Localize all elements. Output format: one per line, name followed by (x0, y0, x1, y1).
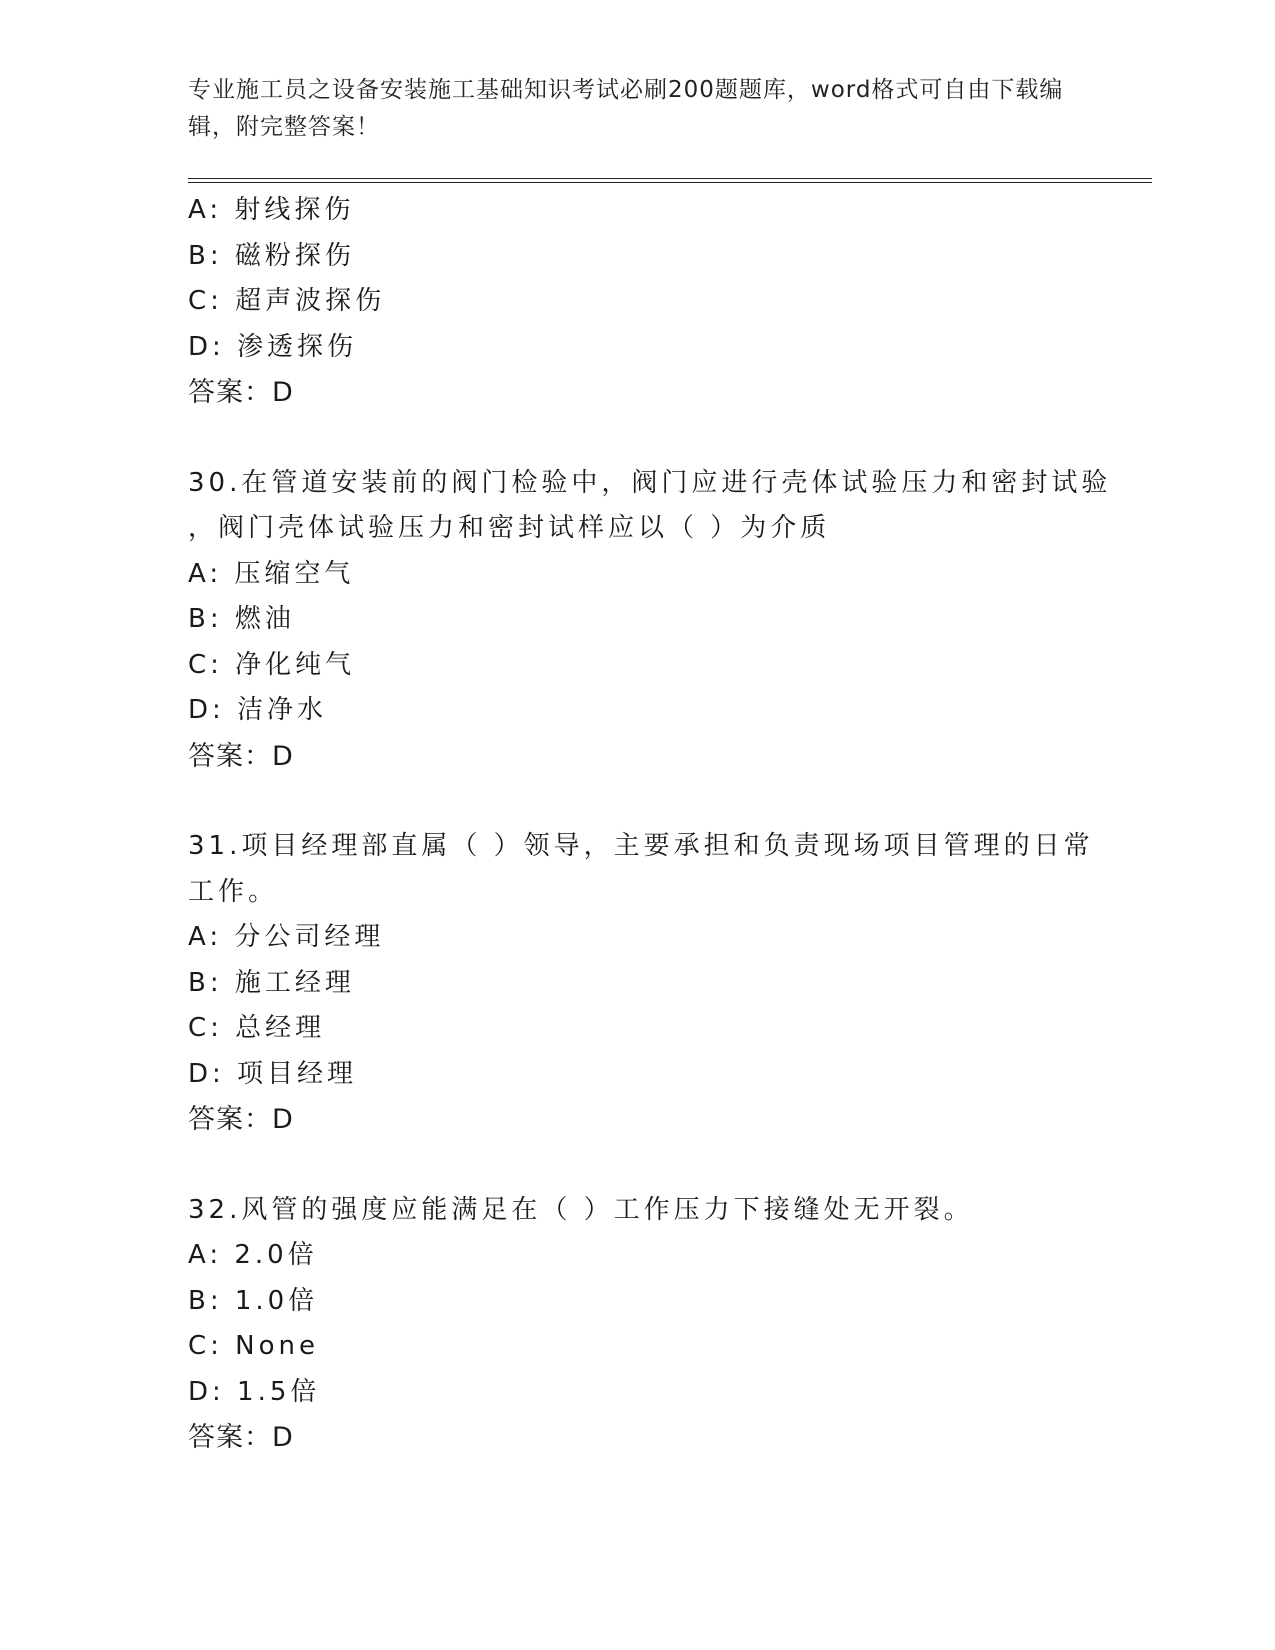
answer-line: 答案：D (188, 1422, 294, 1453)
header-divider (188, 178, 1152, 183)
answer-line: 答案：D (188, 1104, 294, 1135)
option-a: A: 分公司经理 (188, 922, 385, 952)
option-b: B: 燃油 (188, 604, 295, 634)
option-c: C: 净化纯气 (188, 649, 356, 680)
option-d: D: 项目经理 (188, 1058, 358, 1089)
answer-line: 答案：D (188, 377, 294, 408)
option-c: C: None (188, 1331, 320, 1361)
question-29-block (188, 188, 1088, 416)
option-d: D: 渗透探伤 (188, 331, 358, 362)
question-30-block (188, 461, 1112, 780)
option-c: C: 总经理 (188, 1013, 326, 1043)
question-32-block (188, 1188, 1088, 1461)
page-title: 专业施工员之设备安装施工基础知识考试必刷200题题库，word格式可自由下载编辑，附完整答案！ (188, 77, 1064, 140)
question-stem: 32.风管的强度应能满足在（ ）工作压力下接缝处无开裂。 (188, 1194, 974, 1225)
option-b: B: 磁粉探伤 (188, 240, 355, 271)
question-31-block (188, 824, 1094, 1143)
option-a: A: 压缩空气 (188, 558, 355, 589)
option-d: D: 洁净水 (188, 695, 328, 725)
option-a: A: 射线探伤 (188, 195, 355, 225)
option-a: A: 2.0倍 (188, 1240, 318, 1270)
question-stem: 30.在管道安装前的阀门检验中，阀门应进行壳体试验压力和密封试验 (188, 467, 1112, 498)
option-d: D: 1.5倍 (188, 1376, 321, 1407)
answer-line: 答案：D (188, 740, 294, 772)
question-stem-continued: ，阀门壳体试验压力和密封试样应以（ ）为介质 (188, 513, 831, 543)
option-c: C: 超声波探伤 (188, 286, 386, 316)
question-stem-continued: 工作。 (188, 876, 279, 907)
document-body (188, 188, 1112, 1461)
option-b: B: 施工经理 (188, 967, 355, 998)
option-b: B: 1.0倍 (188, 1285, 319, 1316)
question-stem: 31.项目经理部直属（ ）领导，主要承担和负责现场项目管理的日常 (188, 831, 1094, 861)
